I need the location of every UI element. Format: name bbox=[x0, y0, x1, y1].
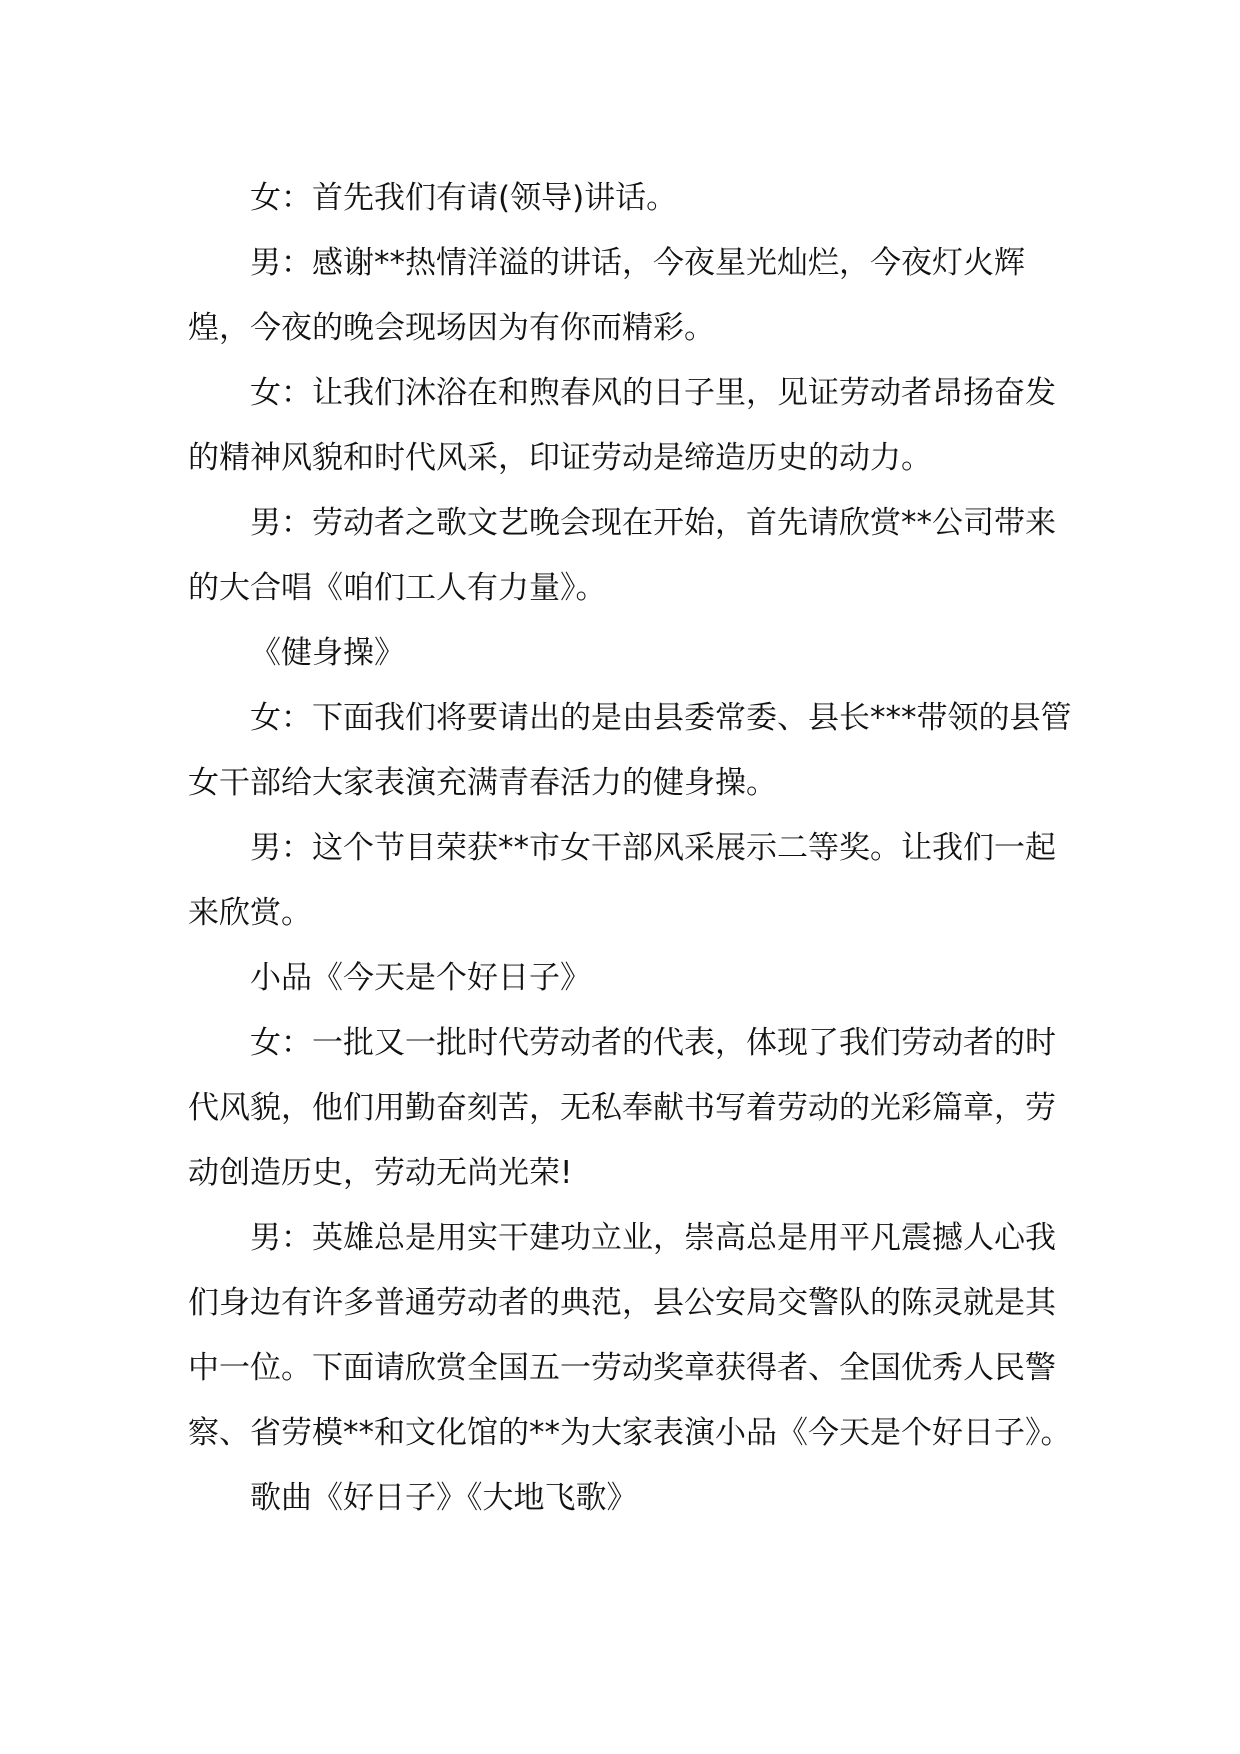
paragraph-host-female-spring: 女：让我们沐浴在和煦春风的日子里，见证劳动者昂扬奋发的精神风貌和时代风采，印证劳动是缔造历史的动力。 bbox=[188, 375, 1056, 476]
document-body bbox=[188, 166, 1078, 1531]
paragraph-host-female-fitness: 女：下面我们将要请出的是由县委常委、县长***带领的县管女干部给大家表演充满青春活力的健身操。 bbox=[188, 700, 1072, 801]
paragraph-host-male-award: 男：这个节目荣获**市女干部风采展示二等奖。让我们一起来欣赏。 bbox=[188, 830, 1056, 931]
paragraph-host-female-workers: 女：一批又一批时代劳动者的代表，体现了我们劳动者的时代风貌，他们用勤奋刻苦，无私奉献书写着劳动的光彩篇章，劳动创造历史，劳动无尚光荣! bbox=[188, 1025, 1056, 1191]
paragraph-host-male-start: 男：劳动者之歌文艺晚会现在开始，首先请欣赏**公司带来的大合唱《咱们工人有力量》。 bbox=[188, 505, 1056, 606]
paragraph-host-male-thanks: 男：感谢**热情洋溢的讲话，今夜星光灿烂，今夜灯火辉煌，今夜的晚会现场因为有你而精彩。 bbox=[188, 245, 1025, 346]
program-title-fitness: 《健身操》 bbox=[250, 635, 405, 671]
program-title-skit: 小品《今天是个好日子》 bbox=[250, 960, 591, 996]
program-title-songs: 歌曲《好日子》《大地飞歌》 bbox=[250, 1480, 638, 1516]
paragraph-host-male-heroes: 男：英雄总是用实干建功立业，崇高总是用平凡震撼人心我们身边有许多普通劳动者的典范，县公安局交警队的陈灵就是其中一位。下面请欣赏全国五一劳动奖章获得者、全国优秀人民警察、省劳模**和文化馆的**为大家表演小品《今天是个好日子》。 bbox=[188, 1220, 1072, 1451]
paragraph-host-female-opening: 女：首先我们有请(领导)讲话。 bbox=[250, 180, 678, 216]
